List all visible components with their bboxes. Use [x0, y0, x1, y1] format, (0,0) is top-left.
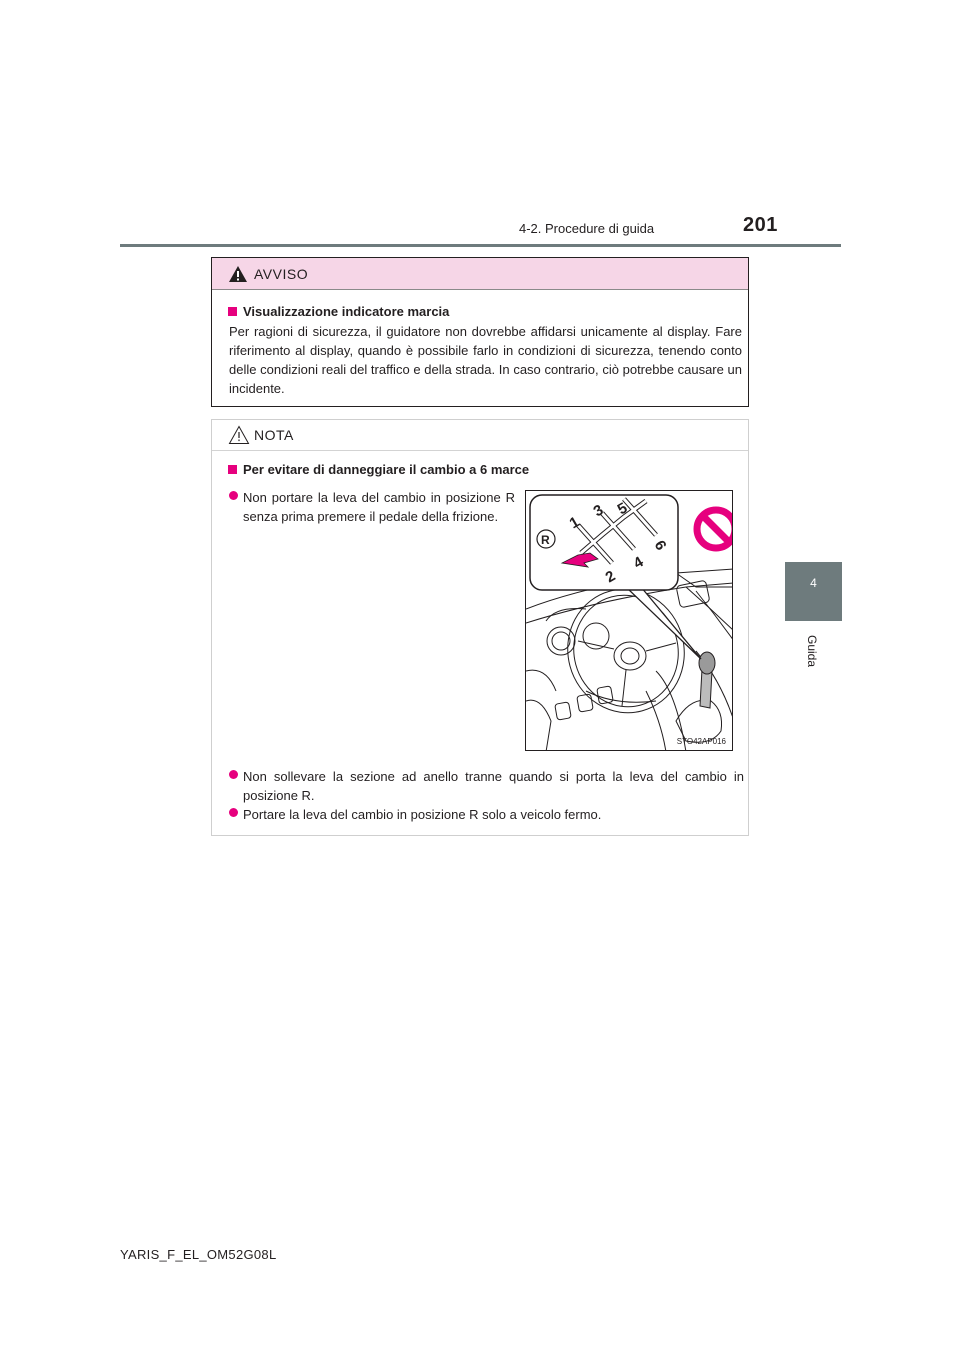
- section-title: 4-2. Procedure di guida: [519, 221, 655, 236]
- gear-label-r: R: [541, 533, 550, 547]
- round-bullet-icon: [229, 808, 238, 817]
- warning-box: [211, 257, 749, 407]
- document-code: YARIS_F_EL_OM52G08L: [120, 1247, 277, 1262]
- gear-label-1: 1: [566, 513, 583, 533]
- warning-title: AVVISO: [254, 266, 309, 282]
- page-number: 201: [743, 214, 778, 236]
- round-bullet-icon: [229, 491, 238, 500]
- chapter-label-text: Guida: [805, 634, 820, 668]
- gear-label-6: 6: [650, 537, 670, 554]
- gear-shift-illustration: [525, 490, 733, 751]
- warning-triangle-icon: [228, 265, 248, 283]
- gear-label-3: 3: [590, 501, 607, 521]
- notice-bullet: Portare la leva del cambio in posizione R solo a veicolo fermo.: [243, 805, 744, 824]
- warning-subtitle: Visualizzazione indicatore marcia: [228, 304, 449, 319]
- warning-header: [212, 258, 748, 290]
- notice-subtitle: Per evitare di danneggiare il cambio a 6 marce: [228, 462, 529, 477]
- gear-label-5: 5: [614, 499, 631, 519]
- figure-code: STO42AP016: [676, 737, 726, 746]
- gear-label-4: 4: [630, 553, 647, 573]
- round-bullet-icon: [229, 770, 238, 779]
- notice-bullet: Non sollevare la sezione ad anello tranne quando si porta la leva del cambio in posizione R.: [243, 767, 744, 805]
- notice-header: [212, 420, 748, 451]
- notice-bullet: Non portare la leva del cambio in posizione R senza prima premere il pedale della frizione.: [243, 488, 515, 526]
- chapter-tab: [785, 562, 842, 621]
- notice-title: NOTA: [254, 427, 294, 443]
- header-divider: [120, 244, 841, 247]
- chapter-label: [806, 628, 822, 678]
- gear-label-2: 2: [602, 567, 619, 587]
- cockpit-drawing: [526, 491, 733, 751]
- square-bullet-icon: [228, 465, 237, 474]
- warning-text: Per ragioni di sicurezza, il guidatore non dovrebbe affidarsi unicamente al display. Fare riferimento al display, quando è possibile farlo in condizioni di sicurezza, tenendo conto delle condizioni reali del traffico e della strada. In caso contrario, ciò potrebbe causare un incidente.: [229, 324, 742, 396]
- chapter-number: 4: [810, 576, 817, 590]
- square-bullet-icon: [228, 307, 237, 316]
- caution-triangle-icon: [228, 425, 250, 445]
